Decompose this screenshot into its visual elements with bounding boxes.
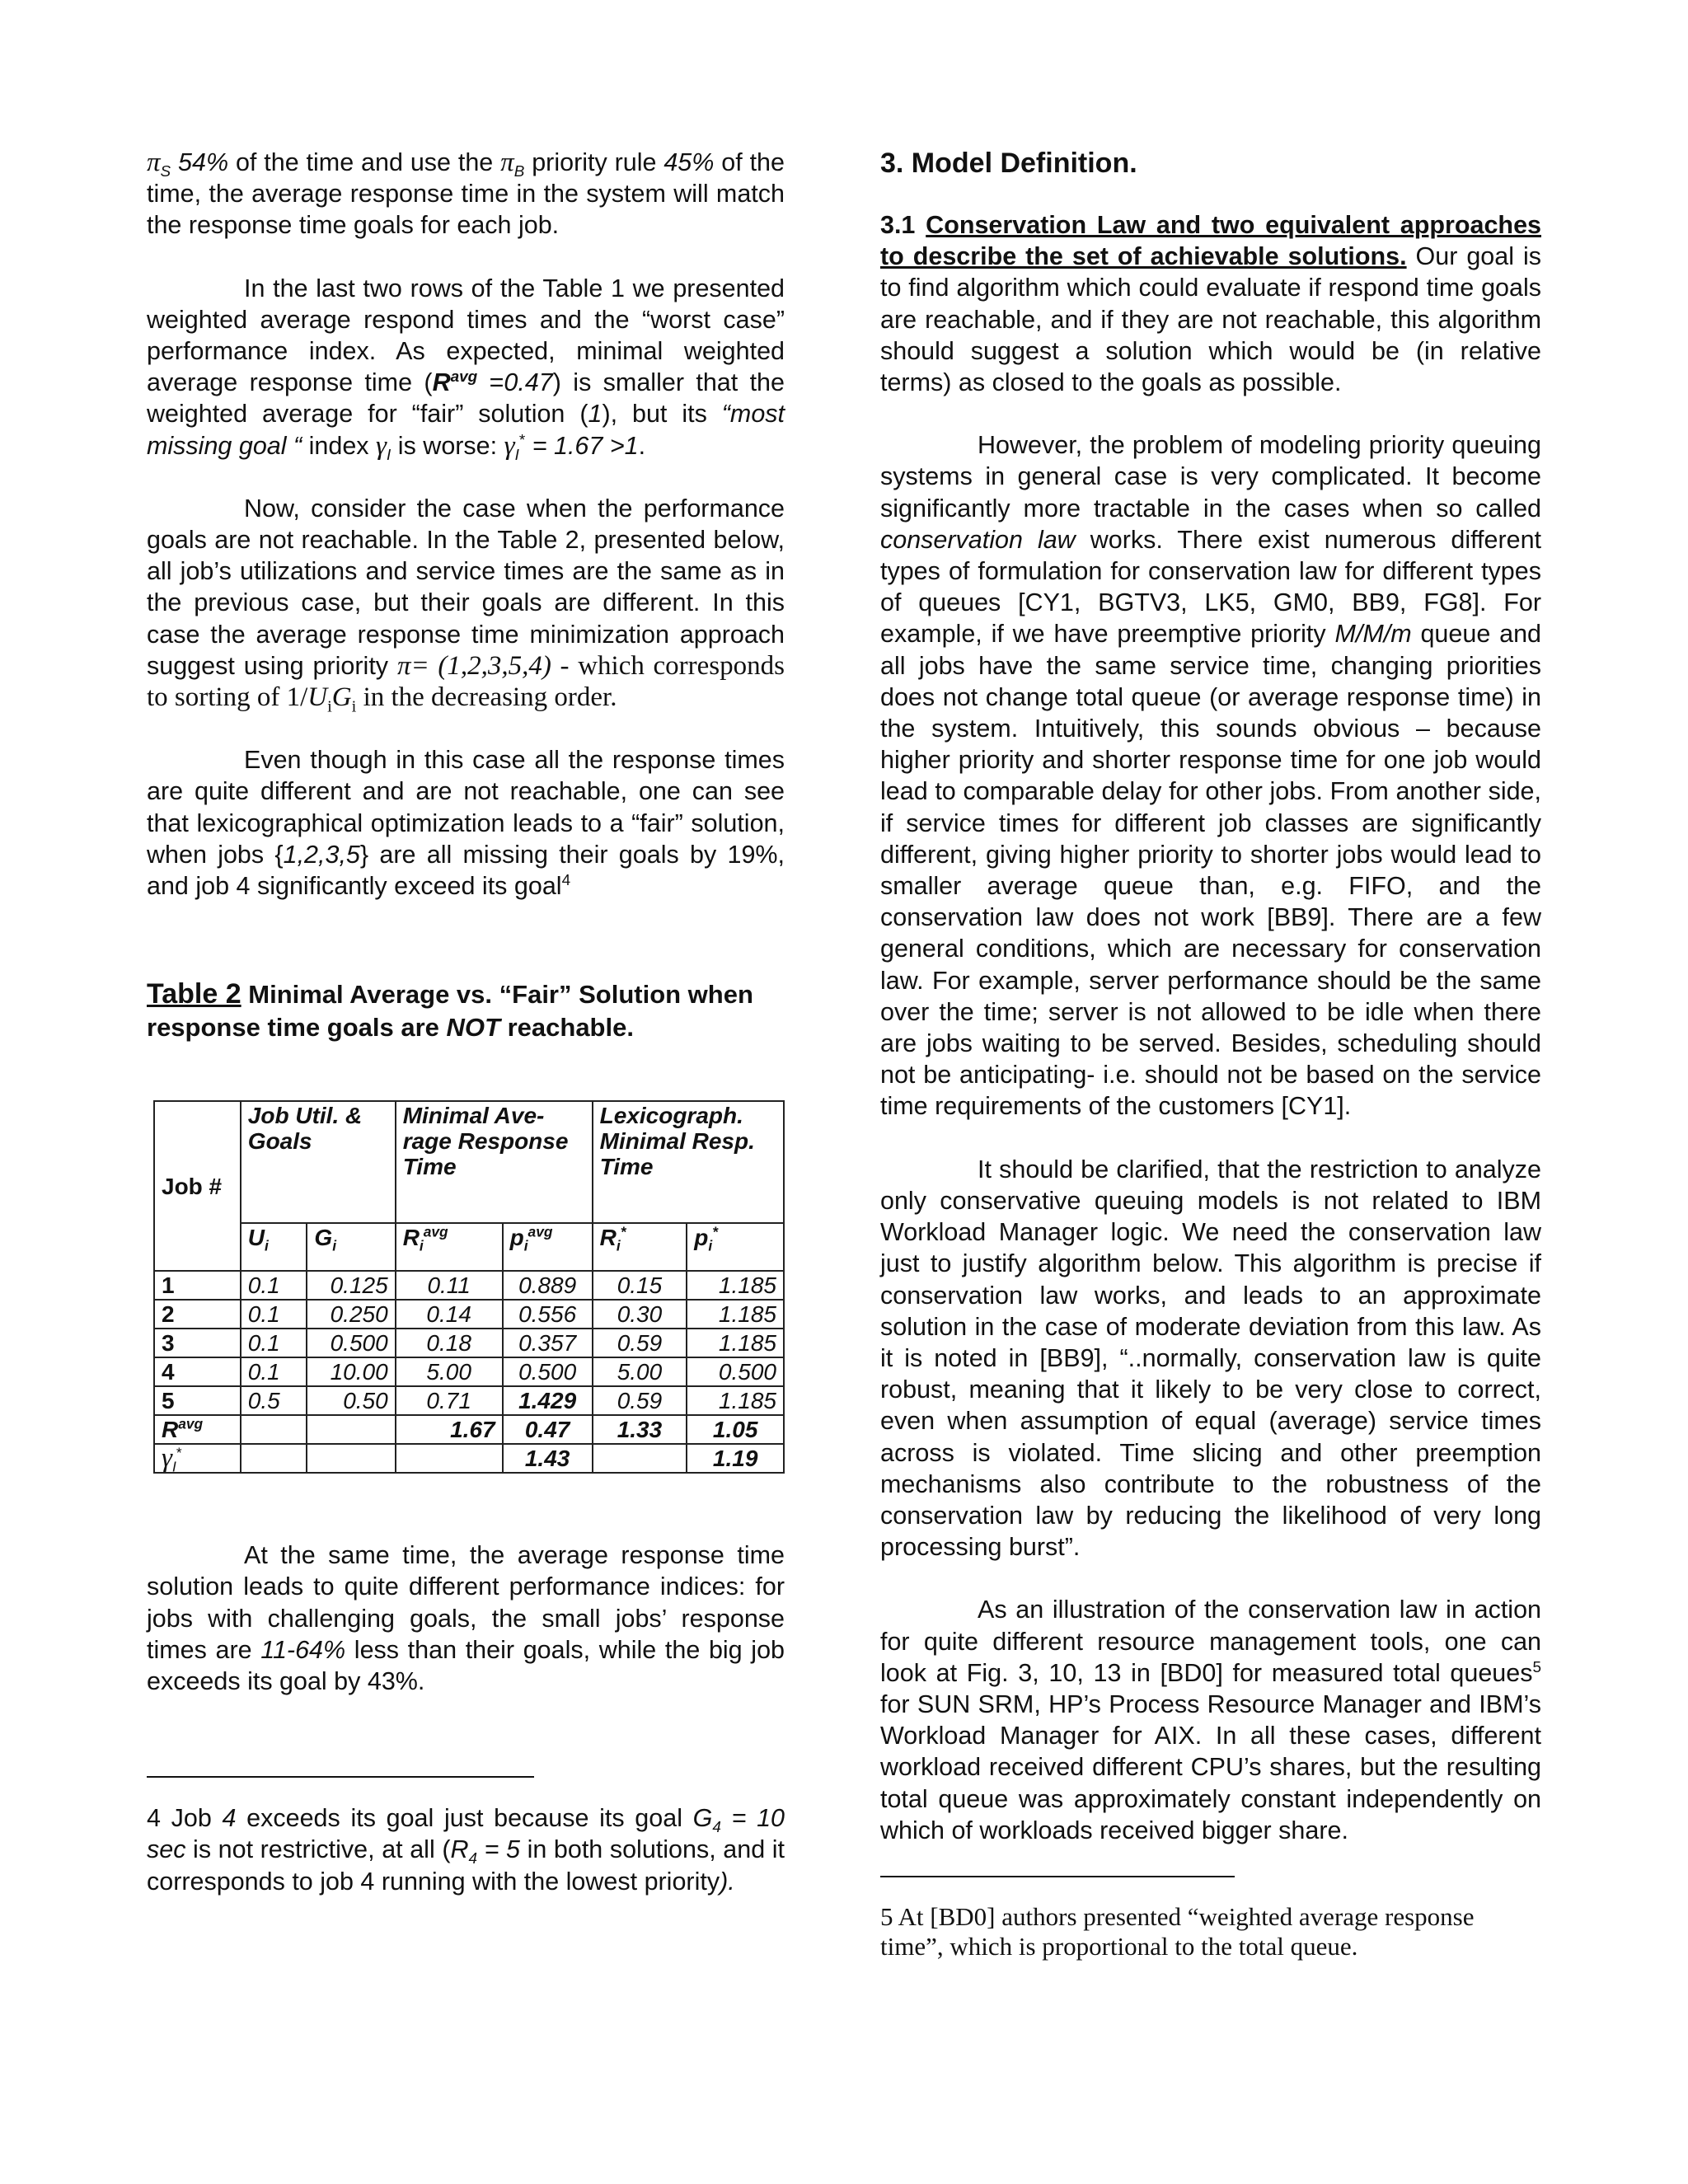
header-p-avg: $p_i^{avg}$ — [503, 1223, 593, 1271]
table-row: 1 0.1 0.125 0.11 0.889 0.15 1.185 — [154, 1271, 784, 1300]
section-title: 3. Model Definition. — [880, 148, 1137, 179]
footnote-ref-4: 4 — [561, 871, 571, 889]
table-body — [154, 1271, 784, 1473]
footnote-ref-5: 5 — [1532, 1658, 1541, 1676]
table-row-ravg: $R^{avg}$ 1.67 0.47 1.33 1.05 — [154, 1415, 784, 1444]
gamma-symbol: γ — [504, 430, 515, 461]
pi-symbol: π — [500, 148, 514, 177]
paragraph-conservation-law: However, the problem of modeling priority queuing systems in general case is very complicated. It become significantly more tractable in the cases when so called conservation law works. There exist numerous different types of formulation for conservation law for different types of queues [CY1, BGTV3, LK5, GM0, BB9, FG8]. For example, if we have preemptive priority M/M/m queue and all jobs have the same service time, changing priorities does not change total queue (or average response time) in the system. Intuitively, this sounds obvious – because higher priority and shorter response time for one job would lead to comparable delay for other jobs. From another side, if service times for different job classes are significantly different, giving higher priority to shorter jobs would lead to smaller average queue than, e.g. FIFO, and the conservation law does not work [BB9]. There are a few general conditions, which are necessary for conservation law. For example, server performance should be the same over the time; server is not allowed to be idle when there are jobs waiting to be served. Besides, scheduling should not be anticipating- i.e. should not be based on the service time requirements of the customers [CY1]. — [880, 431, 1542, 1121]
right-column — [880, 147, 1541, 1961]
paragraph-average-response: At the same time, the average response time solution leads to quite different performance indices: for jobs with challenging goals, the small jobs’ response times are 11-64% less than their goals, while the big job exceeds its goal by 43%. — [147, 1541, 785, 1696]
header-p-star: $p_i^*$ — [687, 1223, 784, 1271]
footnote-4: 4 Job 4 exceeds its goal just because its goal $G_4 = 10$ sec is not restrictive, at all ($R_4 = 5$ in both solutions, and it corresponds to job 4 running with the lowest priority). — [147, 1804, 785, 1896]
table-row: 2 0.1 0.250 0.14 0.556 0.30 1.185 — [154, 1300, 784, 1329]
paragraph-clarification: It should be clarified, that the restriction to analyze only conservative queuing models is not related to IBM Workload Manager logic. We need the conservation law just to justify algorithm below. This algorithm is precise if conservation law works, and leads to an approximate solution in the case of moderate deviation from this law. As it is noted in [BB9], “..normally, conservation law is quite robust, meaning that it likely to be very close to correct, even when assumption of equal (average) service times across is violated. Time slicing and other preemption mechanisms also contribute to the robustness of the conservation law by reducing the likelihood of very long processing burst”. — [880, 1155, 1541, 1562]
footnote-rule — [147, 1776, 534, 1778]
paragraph-priority-rules: $\pi_S$ 54% of the time and use the $\pi_B$ priority rule 45% of the time, the average response time in the system will match the response time goals for each job. — [147, 148, 785, 240]
table-row: 5 0.5 0.50 0.71 1.429 0.59 1.185 — [154, 1386, 784, 1415]
table-row: 3 0.1 0.500 0.18 0.357 0.59 1.185 — [154, 1329, 784, 1357]
table-row: 4 0.1 10.00 5.00 0.500 5.00 0.500 — [154, 1357, 784, 1386]
paragraph-illustration: As an illustration of the conservation law in action for quite different resource management tools, one can look at Fig. 3, 10, 13 in [BD0] for measured total queues$^5$ for SUN SRM, HP’s Process Resource Manager and IBM’s Workload Manager for AIX. In all these cases, different workload received different CPU’s shares, but the resulting total queue was approximately constant independently on which of workloads received bigger share. — [880, 1596, 1541, 1844]
paragraph-lexicographical: Even though in this case all the response times are quite different and are not reachable, one can see that lexicographical optimization leads to a “fair” solution, when jobs {1,2,3,5} are all missing their goals by 19%, and job 4 significantly exceed its goal$^4$ — [147, 746, 785, 901]
header-g: $G_i$ — [307, 1223, 395, 1271]
header-r-avg: $R_i^{avg}$ — [396, 1223, 503, 1271]
footnote-rule — [880, 1876, 1235, 1877]
header-util-goals: Job Util. & Goals — [241, 1101, 396, 1223]
table-row-gamma: $\gamma_I^*$ 1.43 1.19 — [154, 1444, 784, 1473]
header-u: $U_i$ — [241, 1223, 307, 1271]
gamma-symbol: γ — [376, 430, 387, 461]
footnote-5: 5 At [BD0] authors presented “weighted average response time”, which is proportional to the total queue. — [880, 1901, 1475, 1961]
header-lexicograph: Lexicograph. Minimal Resp. Time — [593, 1101, 784, 1223]
pi-symbol: π — [147, 148, 161, 177]
header-job: Job # — [154, 1101, 241, 1271]
paragraph-not-reachable: Now, consider the case when the performance goals are not reachable. In the Table 2, presented below, all job’s utilizations and service times are the same as in the previous case, but their goals are different. In this case the average response time minimization approach suggest using priority π= (1,2,3,5,4) - which corresponds to sorting of $1/U_iG_i$ in the decreasing order. — [147, 494, 785, 716]
header-r-star: $R_i^*$ — [593, 1223, 687, 1271]
subsection-3-1-title: Conservation Law and two equivalent approaches to describe the set of achievable solutions. — [880, 211, 1541, 271]
left-column — [147, 147, 785, 1897]
header-minimal-average: Minimal Ave-rage Response Time — [396, 1101, 593, 1223]
paragraph-table1-summary: In the last two rows of the Table 1 we presented weighted average respond times and the “worst case” performance index. As expected, minimal weighted average response time $(R^{avg} =0.47)$ is smaller that the weighted average for “fair” solution (1), but its “most missing goal “ index $\gamma_I$ is worse: $\gamma_I^* = 1.67 >1$. — [147, 274, 785, 464]
subsection-3-1: 3.1 Conservation Law and two equivalent approaches to describe the set of achievable solutions. Our goal is to find algorithm which could evaluate if respond time goals are reachable, and if they are not reachable, this algorithm should suggest a solution which would be (in relative terms) as closed to the goals as possible. — [880, 211, 1541, 397]
table-2-caption: Table 2 Minimal Average vs. “Fair” Solution when response time goals are NOT reachable. — [147, 978, 753, 1043]
table-2 — [153, 1100, 785, 1474]
